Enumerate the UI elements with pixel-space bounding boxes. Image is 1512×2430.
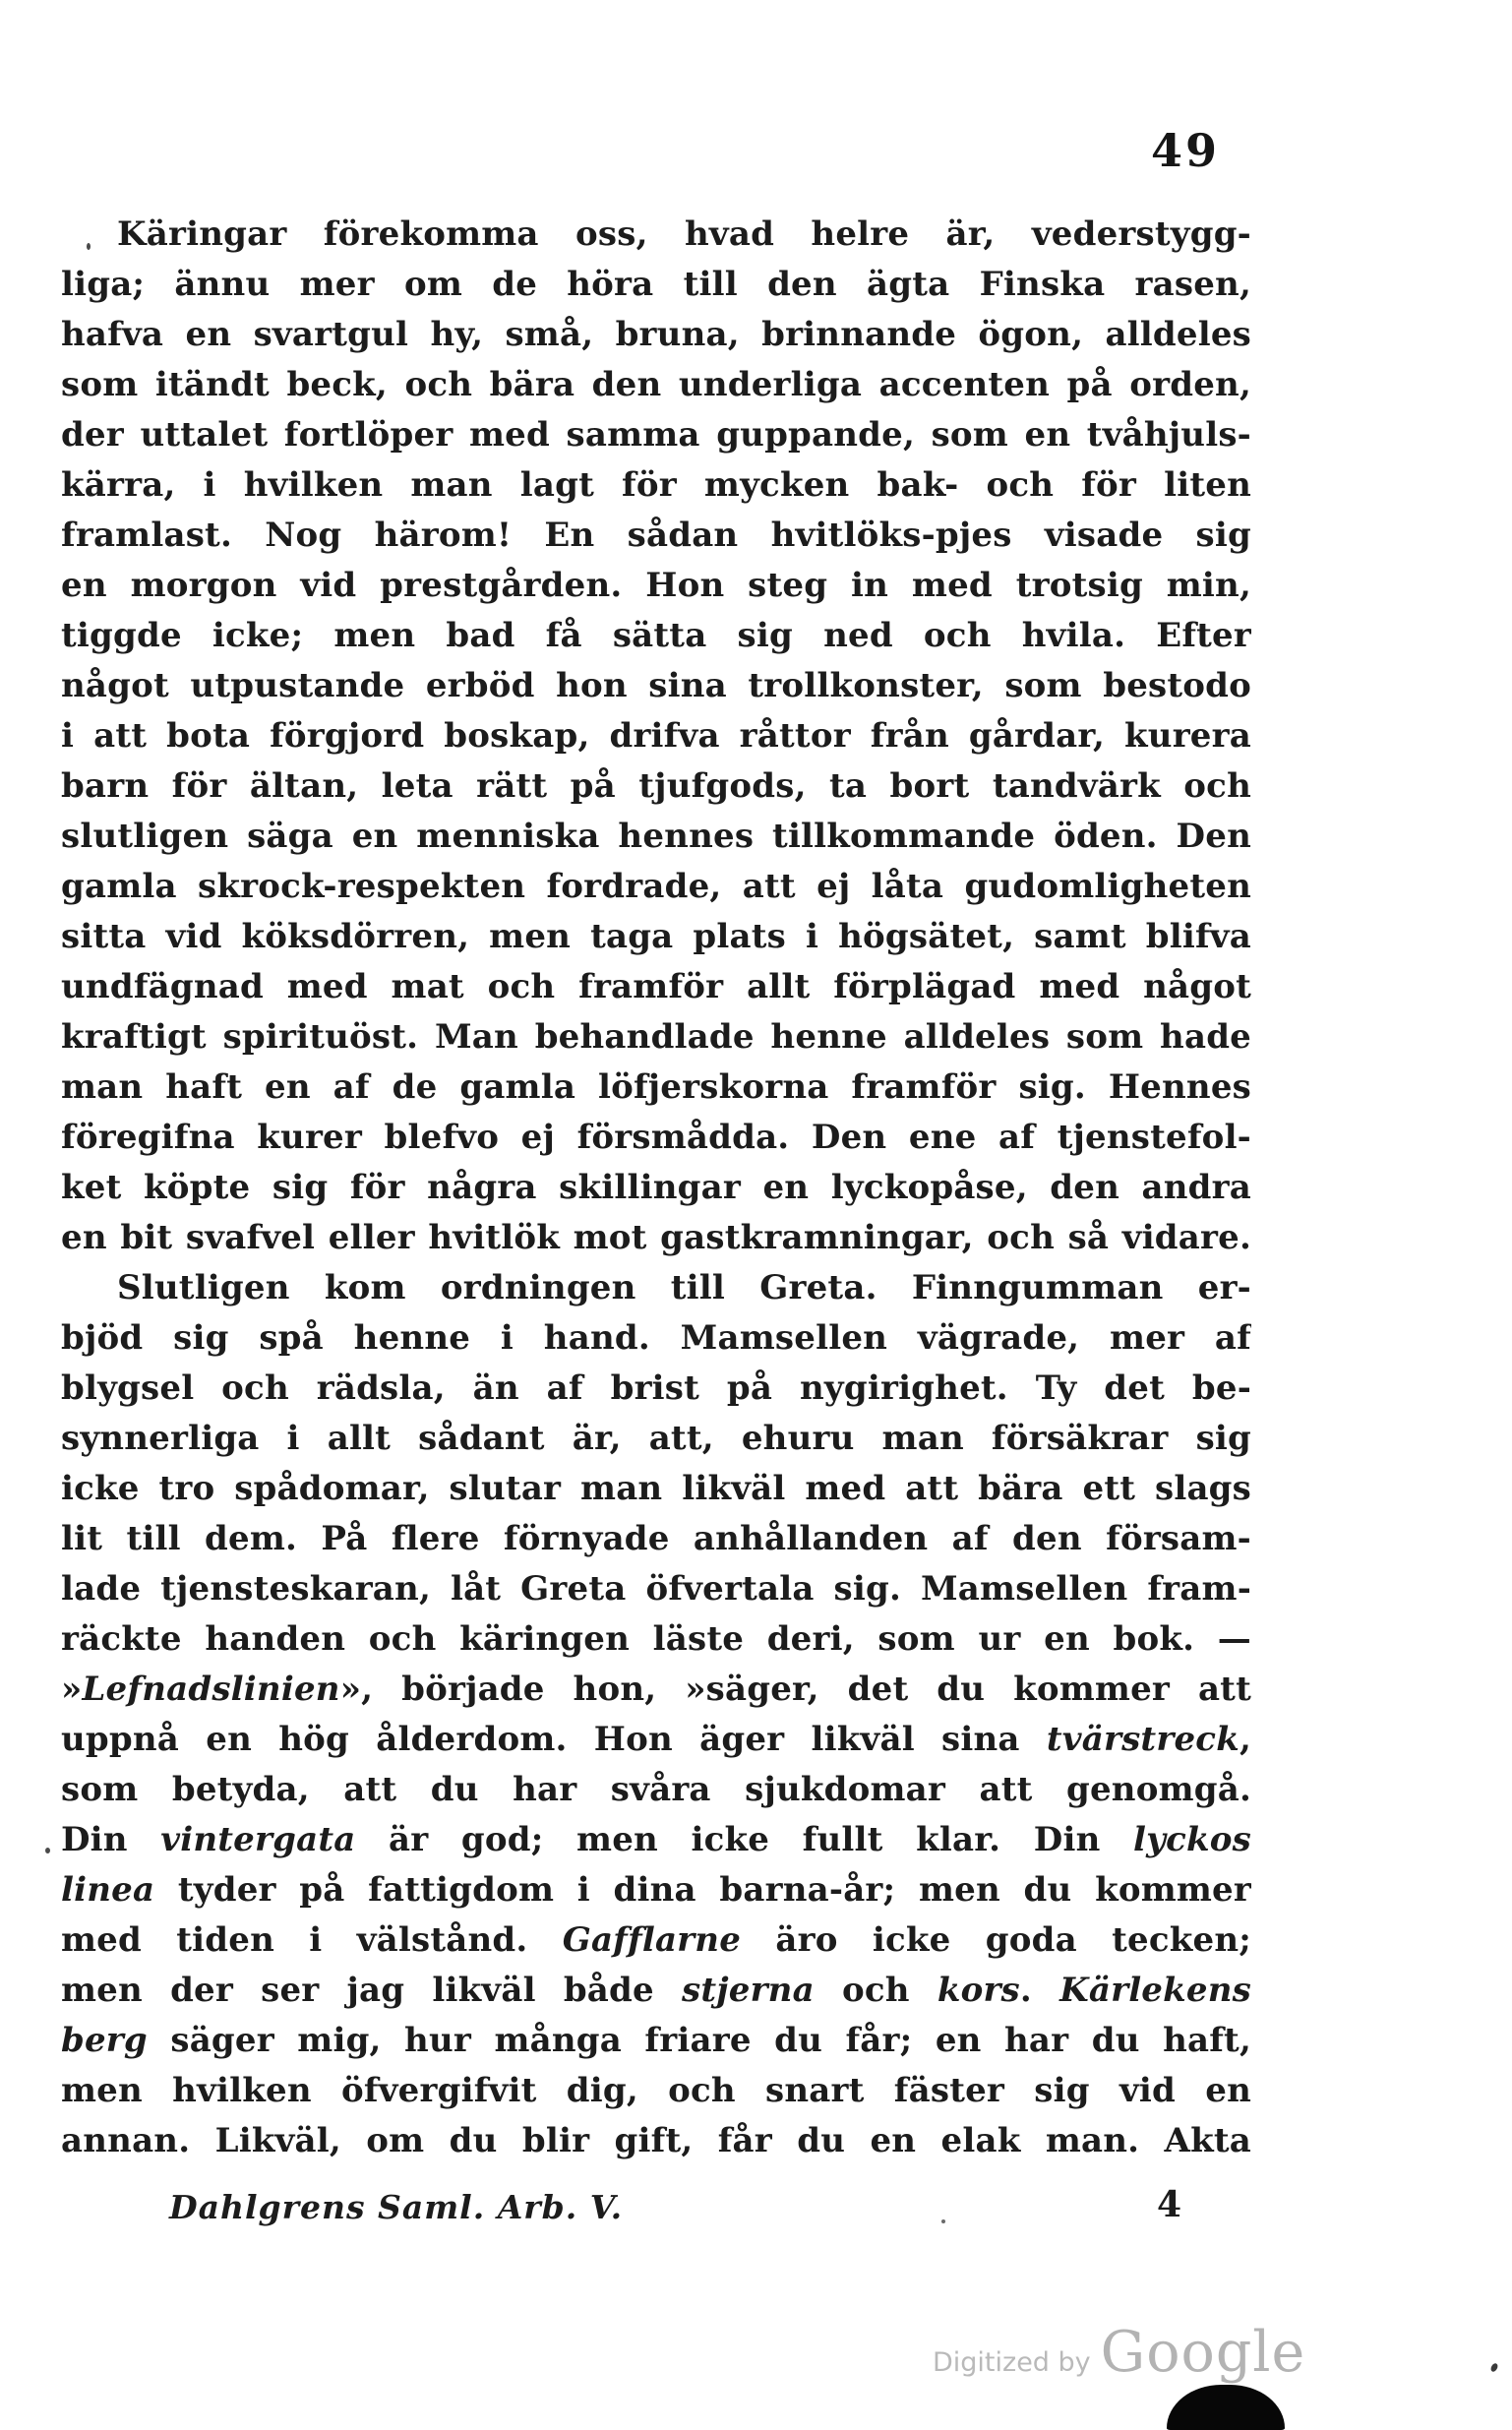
text-line: [61, 1966, 1251, 2016]
text-line: [61, 1163, 1251, 1213]
text-line: [61, 1614, 1251, 1665]
text-line: [61, 1364, 1251, 1414]
google-watermark: [933, 2320, 1305, 2385]
text-segment: Käringar förekomma oss, hvad helre är, vederstygg-: [117, 214, 1251, 254]
text-segment: annan. Likväl, om du blir gift, får du en elak man. Akta: [61, 2121, 1251, 2160]
text-segment: slutligen säga en menniska hennes tillkommande öden. Den: [61, 817, 1251, 856]
text-segment: som itändt beck, och bära den underliga accenten på orden,: [61, 365, 1251, 404]
text-line: [61, 1564, 1251, 1614]
text-line: [61, 1012, 1251, 1063]
scan-speck: [45, 1848, 50, 1853]
text-segment: en morgon vid prestgården. Hon steg in med trotsig min,: [61, 566, 1251, 605]
text-line: [61, 310, 1251, 360]
text-segment: säger mig, hur många friare du får; en har du haft,: [147, 2021, 1251, 2060]
text-line: [61, 1514, 1251, 1564]
text-segment: i att bota förgjord boskap, drifva råttor från gårdar, kurera: [61, 716, 1251, 756]
italic-text-segment: Gafflarne: [562, 1920, 742, 1960]
text-line: [61, 1313, 1251, 1364]
text-segment: sitta vid köksdörren, men taga plats i högsätet, samt blifva: [61, 917, 1251, 956]
text-segment: blygsel och rädsla, än af brist på nygirighet. Ty det be-: [61, 1368, 1251, 1408]
text-segment: .: [1019, 1971, 1060, 2010]
text-segment: ,: [1239, 1720, 1251, 1759]
text-line: [61, 812, 1251, 862]
text-segment: äro icke goda tecken;: [741, 1920, 1251, 1960]
text-line: [61, 1464, 1251, 1514]
italic-text-segment: Lefnadslinien: [82, 1670, 340, 1709]
watermark-prefix-text: Digitized by: [933, 2347, 1091, 2378]
text-segment: föregifna kurer blefvo ej försmådda. Den ene af tjenstefol-: [61, 1118, 1251, 1157]
text-line: [61, 862, 1251, 912]
text-line: [61, 711, 1251, 761]
italic-text-segment: kors: [937, 1971, 1020, 2010]
text-segment: framlast. Nog härom! En sådan hvitlöks-pjes visade sig: [61, 516, 1251, 555]
text-segment: en bit svafvel eller hvitlök mot gastkramningar, och så vidare.: [61, 1218, 1251, 1257]
footer-signature-number: 4: [1157, 2184, 1182, 2225]
text-line: [61, 611, 1251, 661]
text-segment: Din: [61, 1820, 161, 1859]
text-line: [61, 1063, 1251, 1113]
text-segment: och: [814, 1971, 937, 2010]
scan-artifact-blob: [1167, 2385, 1285, 2430]
text-segment: kärra, i hvilken man lagt för mycken bak- och för liten: [61, 465, 1251, 505]
text-segment: men hvilken öfvergifvit dig, och snart fäster sig vid en: [61, 2071, 1251, 2110]
scan-speck: [1489, 2362, 1499, 2373]
text-segment: men der ser jag likväl både: [61, 1971, 682, 2010]
italic-text-segment: vintergata: [160, 1820, 356, 1859]
text-segment: lit till dem. På flere förnyade anhållanden af den försam-: [61, 1519, 1251, 1558]
text-line: [61, 761, 1251, 812]
text-segment: bjöd sig spå henne i hand. Mamsellen vägrade, mer af: [61, 1318, 1251, 1358]
italic-text-segment: tvärstreck: [1046, 1720, 1240, 1759]
text-segment: », började hon, »säger, det du kommer att: [339, 1670, 1251, 1709]
text-line: [61, 1865, 1251, 1915]
text-line: [61, 2066, 1251, 2116]
footer-work-title: Dahlgrens Saml. Arb. V.: [169, 2188, 624, 2226]
text-segment: med tiden i välstånd.: [61, 1920, 563, 1960]
text-segment: lade tjensteskaran, låt Greta öfvertala sig. Mamsellen fram-: [61, 1569, 1251, 1609]
text-segment: man haft en af de gamla löfjerskorna framför sig. Hennes: [61, 1067, 1251, 1107]
text-line: [61, 1815, 1251, 1865]
page-number: 49: [1151, 124, 1221, 177]
text-line: [61, 260, 1251, 310]
text-line: [61, 1715, 1251, 1765]
text-line: [61, 1113, 1251, 1163]
text-segment: ket köpte sig för några skillingar en lyckopåse, den andra: [61, 1168, 1251, 1207]
italic-text-segment: linea: [61, 1870, 155, 1910]
text-line: [61, 1213, 1251, 1263]
text-line: [61, 1414, 1251, 1464]
text-segment: kraftigt spirituöst. Man behandlade henne alldeles som hade: [61, 1017, 1251, 1057]
italic-text-segment: lyckos: [1133, 1820, 1251, 1859]
text-segment: räckte handen och käringen läste deri, som ur en bok. —: [61, 1619, 1251, 1659]
text-line: [61, 511, 1251, 561]
text-segment: liga; ännu mer om de höra till den ägta Finska rasen,: [61, 265, 1251, 304]
text-line: [61, 1263, 1251, 1313]
text-segment: tyder på fattigdom i dina barna-år; men du kommer: [154, 1870, 1251, 1910]
text-segment: der uttalet fortlöper med samma guppande, som en tvåhjuls-: [61, 415, 1251, 455]
text-segment: är god; men icke fullt klar. Din: [355, 1820, 1134, 1859]
scan-speck: [87, 243, 91, 250]
text-segment: gamla skrock-respekten fordrade, att ej låta gudomligheten: [61, 867, 1251, 906]
text-line: [61, 962, 1251, 1012]
scan-speck: [941, 2219, 945, 2223]
text-line: [61, 2116, 1251, 2166]
text-segment: undfägnad med mat och framför allt förplägad med något: [61, 967, 1251, 1006]
text-segment: »: [61, 1670, 83, 1709]
text-segment: icke tro spådomar, slutar man likväl med att bära ett slags: [61, 1469, 1251, 1508]
google-logo-text: Google: [1100, 2320, 1306, 2385]
italic-text-segment: Kärlekens: [1059, 1971, 1251, 2010]
text-line: [61, 2016, 1251, 2066]
italic-text-segment: stjerna: [681, 1971, 815, 2010]
text-block: [61, 210, 1251, 2166]
text-segment: synnerliga i allt sådant är, att, ehuru man försäkrar sig: [61, 1419, 1251, 1458]
text-segment: som betyda, att du har svåra sjukdomar att genomgå.: [61, 1770, 1251, 1809]
text-segment: uppnå en hög ålderdom. Hon äger likväl sina: [61, 1720, 1047, 1759]
text-line: [61, 360, 1251, 410]
text-line: [61, 912, 1251, 962]
text-segment: Slutligen kom ordningen till Greta. Finngumman er-: [117, 1268, 1251, 1307]
italic-text-segment: berg: [61, 2021, 148, 2060]
text-segment: tiggde icke; men bad få sätta sig ned och hvila. Efter: [61, 616, 1251, 655]
text-line: [61, 210, 1251, 260]
text-line: [61, 1915, 1251, 1966]
text-line: [61, 1665, 1251, 1715]
text-segment: barn för ältan, leta rätt på tjufgods, ta bort tandvärk och: [61, 766, 1251, 806]
text-segment: något utpustande erböd hon sina trollkonster, som bestodo: [61, 666, 1251, 705]
text-line: [61, 410, 1251, 460]
text-line: [61, 661, 1251, 711]
text-line: [61, 1765, 1251, 1815]
text-line: [61, 460, 1251, 511]
text-segment: hafva en svartgul hy, små, bruna, brinnande ögon, alldeles: [61, 315, 1251, 354]
text-line: [61, 561, 1251, 611]
